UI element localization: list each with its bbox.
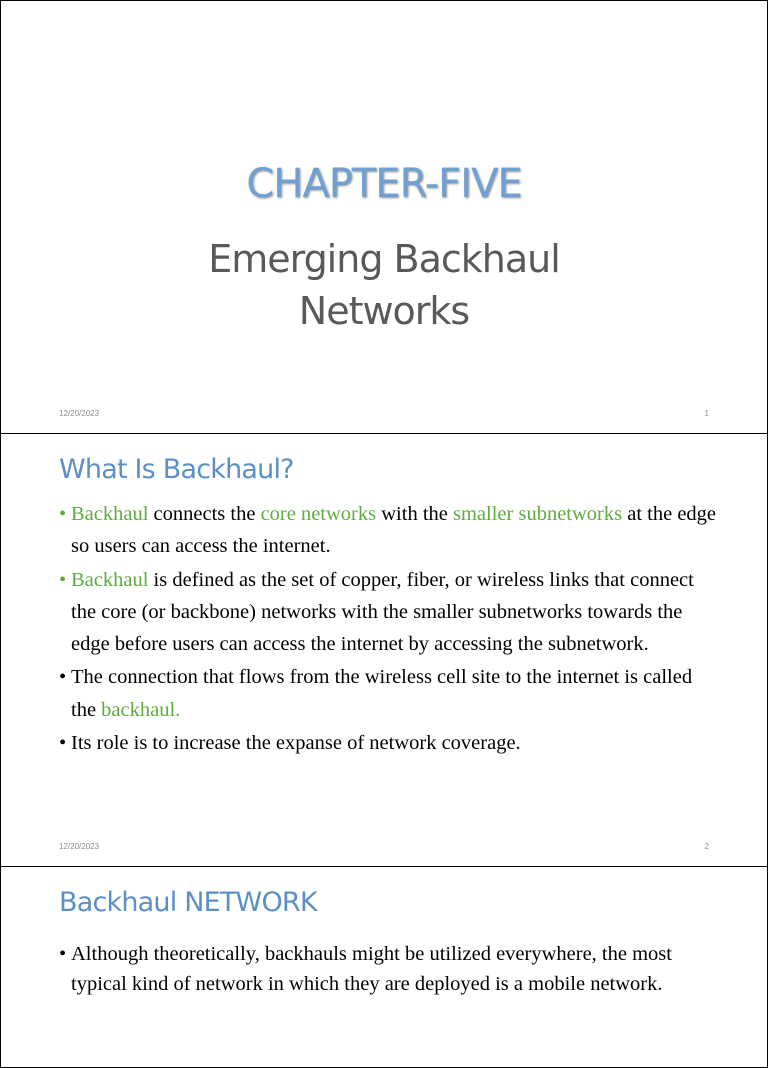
slide-number: 1	[704, 409, 709, 418]
bullet-text: at the edge so users can access the internet.	[71, 503, 717, 558]
bullet-item	[59, 939, 717, 999]
bullet-text: Its role is to increase the expanse of network coverage.	[71, 732, 521, 755]
bullet-item	[59, 727, 717, 759]
highlight-term: Backhaul	[71, 568, 149, 591]
slide-date: 12/20/2023	[59, 409, 100, 418]
slide-number: 2	[704, 842, 709, 851]
bullet-marker: •	[59, 503, 67, 525]
bullet-item	[59, 661, 717, 726]
bullet-text: with the	[376, 503, 453, 525]
bullet-text: The connection that flows from the wireless cell site to the internet is called the	[71, 666, 693, 721]
slide-1	[0, 0, 768, 434]
bullet-list	[59, 939, 717, 1000]
bullet-marker: •	[59, 943, 67, 965]
slide-title: Backhaul NETWORK	[59, 887, 317, 918]
chapter-subtitle	[1, 233, 767, 337]
bullet-item	[59, 498, 717, 563]
highlight-term: Backhaul	[71, 503, 149, 525]
bullet-text: is defined as the set of copper, fiber, or wireless links that connect the core (or backbone) networks with the smaller subnetworks towards the edge before users can access the internet by accessing the subnetwork.	[71, 568, 694, 656]
highlight-term: core networks	[260, 503, 377, 525]
subtitle-line-1: Emerging Backhaul	[208, 237, 560, 281]
bullet-text: connects the	[148, 503, 261, 525]
highlight-term: smaller subnetworks	[453, 503, 623, 525]
bullet-marker: •	[59, 732, 67, 755]
slide-title: What Is Backhaul?	[59, 454, 294, 485]
subtitle-line-2: Networks	[298, 289, 470, 333]
slide-2	[0, 433, 768, 867]
bullet-marker: •	[59, 666, 67, 689]
bullet-marker: •	[59, 568, 67, 591]
slide-3	[0, 866, 768, 1068]
highlight-term: backhaul.	[101, 698, 181, 721]
chapter-title: CHAPTER-FIVE	[246, 161, 522, 207]
bullet-text: Although theoretically, backhauls might be utilized everywhere, the most typical kind of network in which they are deployed is a mobile network.	[71, 943, 672, 995]
bullet-list	[59, 498, 717, 760]
bullet-item	[59, 564, 717, 661]
slide-date: 12/20/2023	[59, 842, 100, 851]
